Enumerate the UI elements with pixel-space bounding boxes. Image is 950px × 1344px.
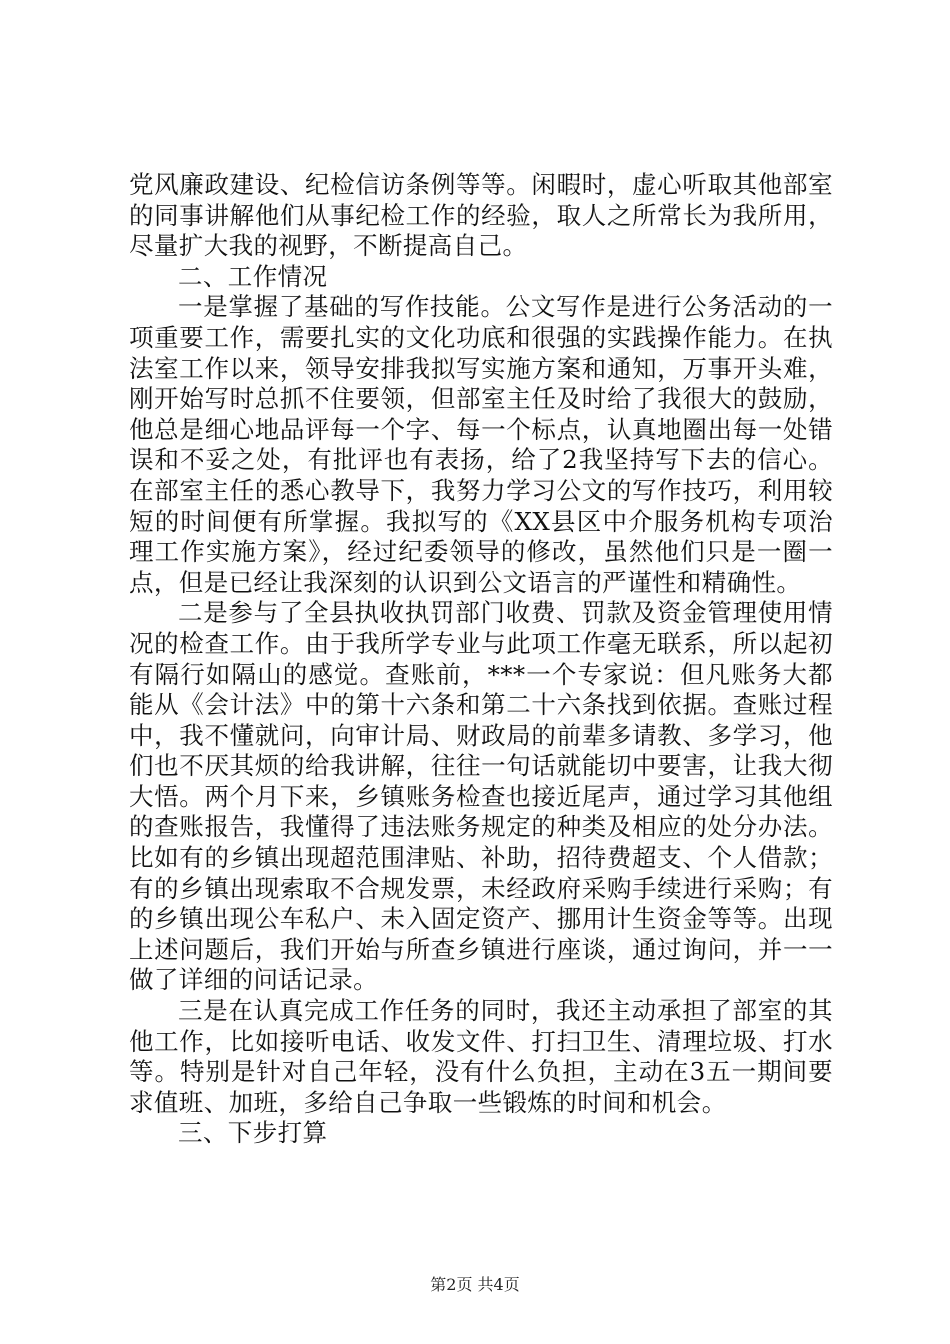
paragraph-continued: 党风廉政建设、纪检信访条例等等。闲暇时，虚心听取其他部室的同事讲解他们从事纪检工作的经验，取人之所常长为我所用，尽量扩大我的视野，不断提高自己。 — [129, 170, 833, 261]
paragraph-inspection-work: 二是参与了全县执收执罚部门收费、罚款及资金管理使用情况的检查工作。由于我所学专业与此项工作毫无联系，所以起初有隔行如隔山的感觉。查账前，***一个专家说：但凡账务大都能从《会计法》中的第十六条和第二十六条找到依据。查账过程中，我不懂就问，向审计局、财政局的前辈多请教、多学习，他们也不厌其烦的给我讲解，往往一句话就能切中要害，让我大彻大悟。两个月下来，乡镇账务检查也接近尾声，通过学习其他组的查账报告，我懂得了违法账务规定的种类及相应的处分办法。比如有的乡镇出现超范围津贴、补助，招待费超支、个人借款；有的乡镇出现索取不合规发票，未经政府采购手续进行采购；有的乡镇出现公车私户、未入固定资产、挪用计生资金等等。出现上述问题后，我们开始与所查乡镇进行座谈，通过询问，并一一做了详细的问话记录。 — [129, 598, 833, 995]
paragraph-writing-skills: 一是掌握了基础的写作技能。公文写作是进行公务活动的一项重要工作，需要扎实的文化功底和很强的实践操作能力。在执法室工作以来，领导安排我拟写实施方案和通知，万事开头难，刚开始写时总抓不住要领，但部室主任及时给了我很大的鼓励，他总是细心地品评每一个字、每一个标点，认真地圈出每一处错误和不妥之处，有批评也有表扬，给了2我坚持写下去的信心。在部室主任的悉心教导下，我努力学习公文的写作技巧，利用较短的时间便有所掌握。我拟写的《XX县区中介服务机构专项治理工作实施方案》，经过纪委领导的修改，虽然他们只是一圈一点，但是已经让我深刻的认识到公文语言的严谨性和精确性。 — [129, 292, 833, 597]
paragraph-other-duties: 三是在认真完成工作任务的同时，我还主动承担了部室的其他工作，比如接听电话、收发文件、打扫卫生、清理垃圾、打水等。特别是针对自己年轻，没有什么负担，主动在3五一期间要求值班、加班，多给自己争取一些锻炼的时间和机会。 — [129, 996, 833, 1117]
page-number-footer: 第2页 共4页 — [430, 1275, 520, 1294]
document-body — [129, 170, 833, 1149]
section-heading-work-situation: 二、工作情况 — [178, 261, 328, 291]
section-heading-next-plans: 三、下步打算 — [178, 1118, 328, 1148]
